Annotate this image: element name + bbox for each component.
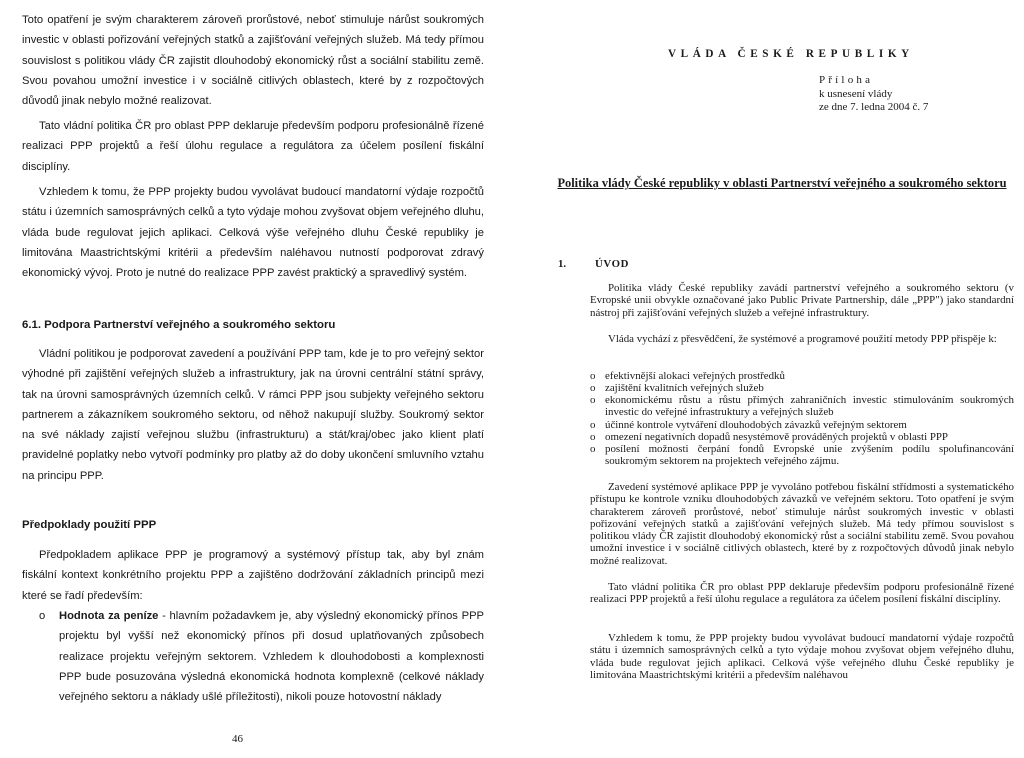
left-paragraph-3: Vzhledem k tomu, že PPP projekty budou vyvolávat budoucí mandatorní výdaje rozpočtů státu i územních samosprávných celků a tyto výdaje mohou zvyšovat objem veřejného dluhu, vláda bude regulovat jejich aplikaci. Celková výše veřejného dluhu České republiky je limitována Maastrichtskými kritérii a především naléhavou nutností podporovat zdravý ekonomický vývoj. Proto je nutné do realizace PPP zavést praktický a spravedlivý systém. xyxy=(22,186,484,280)
bullet-mark: o xyxy=(590,419,596,431)
bullet-bold-term: Hodnota za peníze xyxy=(59,610,159,622)
bullet-mark: o xyxy=(590,431,596,443)
list-item-text: efektivnější alokaci veřejných prostředků xyxy=(605,370,785,382)
list-item xyxy=(590,431,1014,443)
page-number: 46 xyxy=(232,733,243,745)
right-page xyxy=(512,0,1024,758)
bullet-mark: o xyxy=(39,610,46,622)
subheading: Předpoklady použití PPP xyxy=(22,519,157,531)
bullet-mark: o xyxy=(590,443,596,455)
attachment-line-1: k usnesení vlády xyxy=(819,87,893,100)
attachment-block xyxy=(819,74,928,115)
bullet-text-block xyxy=(59,606,484,707)
left-paragraph-4: Vládní politikou je podporovat zavedení a používání PPP tam, kde je to pro veřejný sektor výhodné při zajištění veřejných služeb a infrastruktury, jak na úrovni centrální státní správy, tak na úrovni samosprávných územních celků. V rámci PPP jsou subjekty veřejného sektoru partnerem a zákazníkem soukromého sektoru, od něhož nakupují služby. Soukromý sektor na své náklady zajistí veřejnou službu (infrastrukturu) a stát/kraj/obec jako klient platí pravidelné poplatky nebo vytvoří podmínky pro platby až do doby ukončení smluvního vztahu na principu PPP. xyxy=(22,348,484,482)
lead-paragraph: Vláda vychází z přesvědčení, že systémové a programové použití metody PPP přispěje k: xyxy=(608,333,997,345)
list-item xyxy=(590,370,1014,382)
intro-paragraph: Politika vlády České republiky zavádí partnerství veřejného a soukromého sektoru (v Evropské unii obvykle označované jako Public Private Partnership, dále „PPP") jako standardní nástroj při zajišťování veřejných služeb a veřejné infrastruktury. xyxy=(590,282,1014,319)
bullet-mark: o xyxy=(590,382,596,394)
left-page xyxy=(0,0,510,758)
document-title: Politika vlády České republiky v oblasti Partnerství veřejného a soukromého sektoru xyxy=(557,176,1007,190)
section-number: 1. xyxy=(558,258,567,270)
list-item-text: účinné kontrole vytváření dlouhodobých závazků veřejným sektorem xyxy=(605,419,907,431)
list-item xyxy=(590,382,1014,394)
left-paragraph-5: Předpokladem aplikace PPP je programový a systémový přístup tak, aby byl znám fiskální kontext konkrétního projektu PPP a zajištěno dodržování základních principů mezi které se řadí především: xyxy=(22,549,484,602)
list-item-text: zajištění kvalitních veřejných služeb xyxy=(605,382,764,394)
government-header: VLÁDA ČESKÉ REPUBLIKY xyxy=(668,48,914,60)
list-item-text: posílení možnosti čerpání fondů Evropské unie zvýšením podílu spolufinancování soukromým sektorem na projektech veřejného zájmu. xyxy=(605,443,1014,468)
bullet-mark: o xyxy=(590,370,596,382)
list-item xyxy=(590,419,1014,431)
list-item-text: omezení negativních dopadů nesystémově prováděných projektů v oblasti PPP xyxy=(605,431,948,443)
paragraph-3: Zavedení systémové aplikace PPP je vyvoláno potřebou fiskální střídmosti a systematického přístupu ke kontrole vzniku dlouhodobých závazků ve veřejném sektoru. Toto opatření je svým charakterem zároveň prorůstové, neboť stimuluje nárůst soukromých investic v oblasti pořizování veřejných statků a zajišťování veřejných služeb. Má tedy přímou souvislost s politikou vlády ČR zajistit dlouhodobý ekonomický růst a sociální stabilitu země. Svou povahou umožní investice i v sociálně citlivých oblastech, které by z rozpočtových důvodů jinak nebylo možné realizovat. xyxy=(590,481,1014,567)
list-item xyxy=(590,394,1014,419)
value-for-money-bullet xyxy=(22,606,484,707)
section-heading: 6.1. Podpora Partnerství veřejného a soukromého sektoru xyxy=(22,319,336,331)
left-paragraph-1: Toto opatření je svým charakterem zároveň prorůstové, neboť stimuluje nárůst soukromých investic v oblasti pořizování veřejných statků a zajišťování veřejných služeb. Má tedy přímou souvislost s politikou vlády ČR zajistit dlouhodobý ekonomický růst a sociální stabilitu země. Svou povahou umožní investice i v sociálně citlivých oblastech, které by z rozpočtových důvodů jinak nebylo možné realizovat. xyxy=(22,14,484,108)
list-item xyxy=(590,443,1014,468)
section-title: ÚVOD xyxy=(595,258,629,270)
paragraph-5: Vzhledem k tomu, že PPP projekty budou vyvolávat budoucí mandatorní výdaje rozpočtů státu i územních samosprávných celků a tyto výdaje mohou zvyšovat objem veřejného dluhu, vláda bude regulovat jejich aplikaci. Celková výše veřejného dluhu České republiky je limitována Maastrichtskými kritérii a především naléhavou xyxy=(590,632,1014,681)
attachment-label: Příloha xyxy=(819,74,874,86)
paragraph-4: Tato vládní politika ČR pro oblast PPP deklaruje především podporu profesionálně řízené realizaci PPP projektů a řeší úlohu regulace a regulátora za účelem posílení fiskální disciplíny. xyxy=(590,581,1014,606)
bullet-text: - hlavním požadavkem je, aby výsledný ekonomický přínos PPP projektu byl vyšší než ekonomický přínos při dosud uplatňovaných způsobech realizace projektu veřejným sektorem. Vzhledem k dlouhodobosti a komplexnosti PPP bude posuzována výsledná ekonomická hodnota komplexně (celkové náklady veřejného sektoru a náklady ušlé příležitosti), nikoli pouze hotovostní náklady xyxy=(59,610,484,704)
attachment-line-2: ze dne 7. ledna 2004 č. 7 xyxy=(819,101,929,113)
bullet-mark: o xyxy=(590,394,596,406)
left-paragraph-2: Tato vládní politika ČR pro oblast PPP deklaruje především podporu profesionálně řízené realizaci PPP projektů a řeší úlohu regulace a regulátora za účelem posílení fiskální disciplíny. xyxy=(22,120,484,173)
list-item-text: ekonomickému růstu a růstu přímých zahraničních investic stimulováním soukromých investic do veřejné infrastruktury a veřejných služeb xyxy=(605,394,1014,419)
